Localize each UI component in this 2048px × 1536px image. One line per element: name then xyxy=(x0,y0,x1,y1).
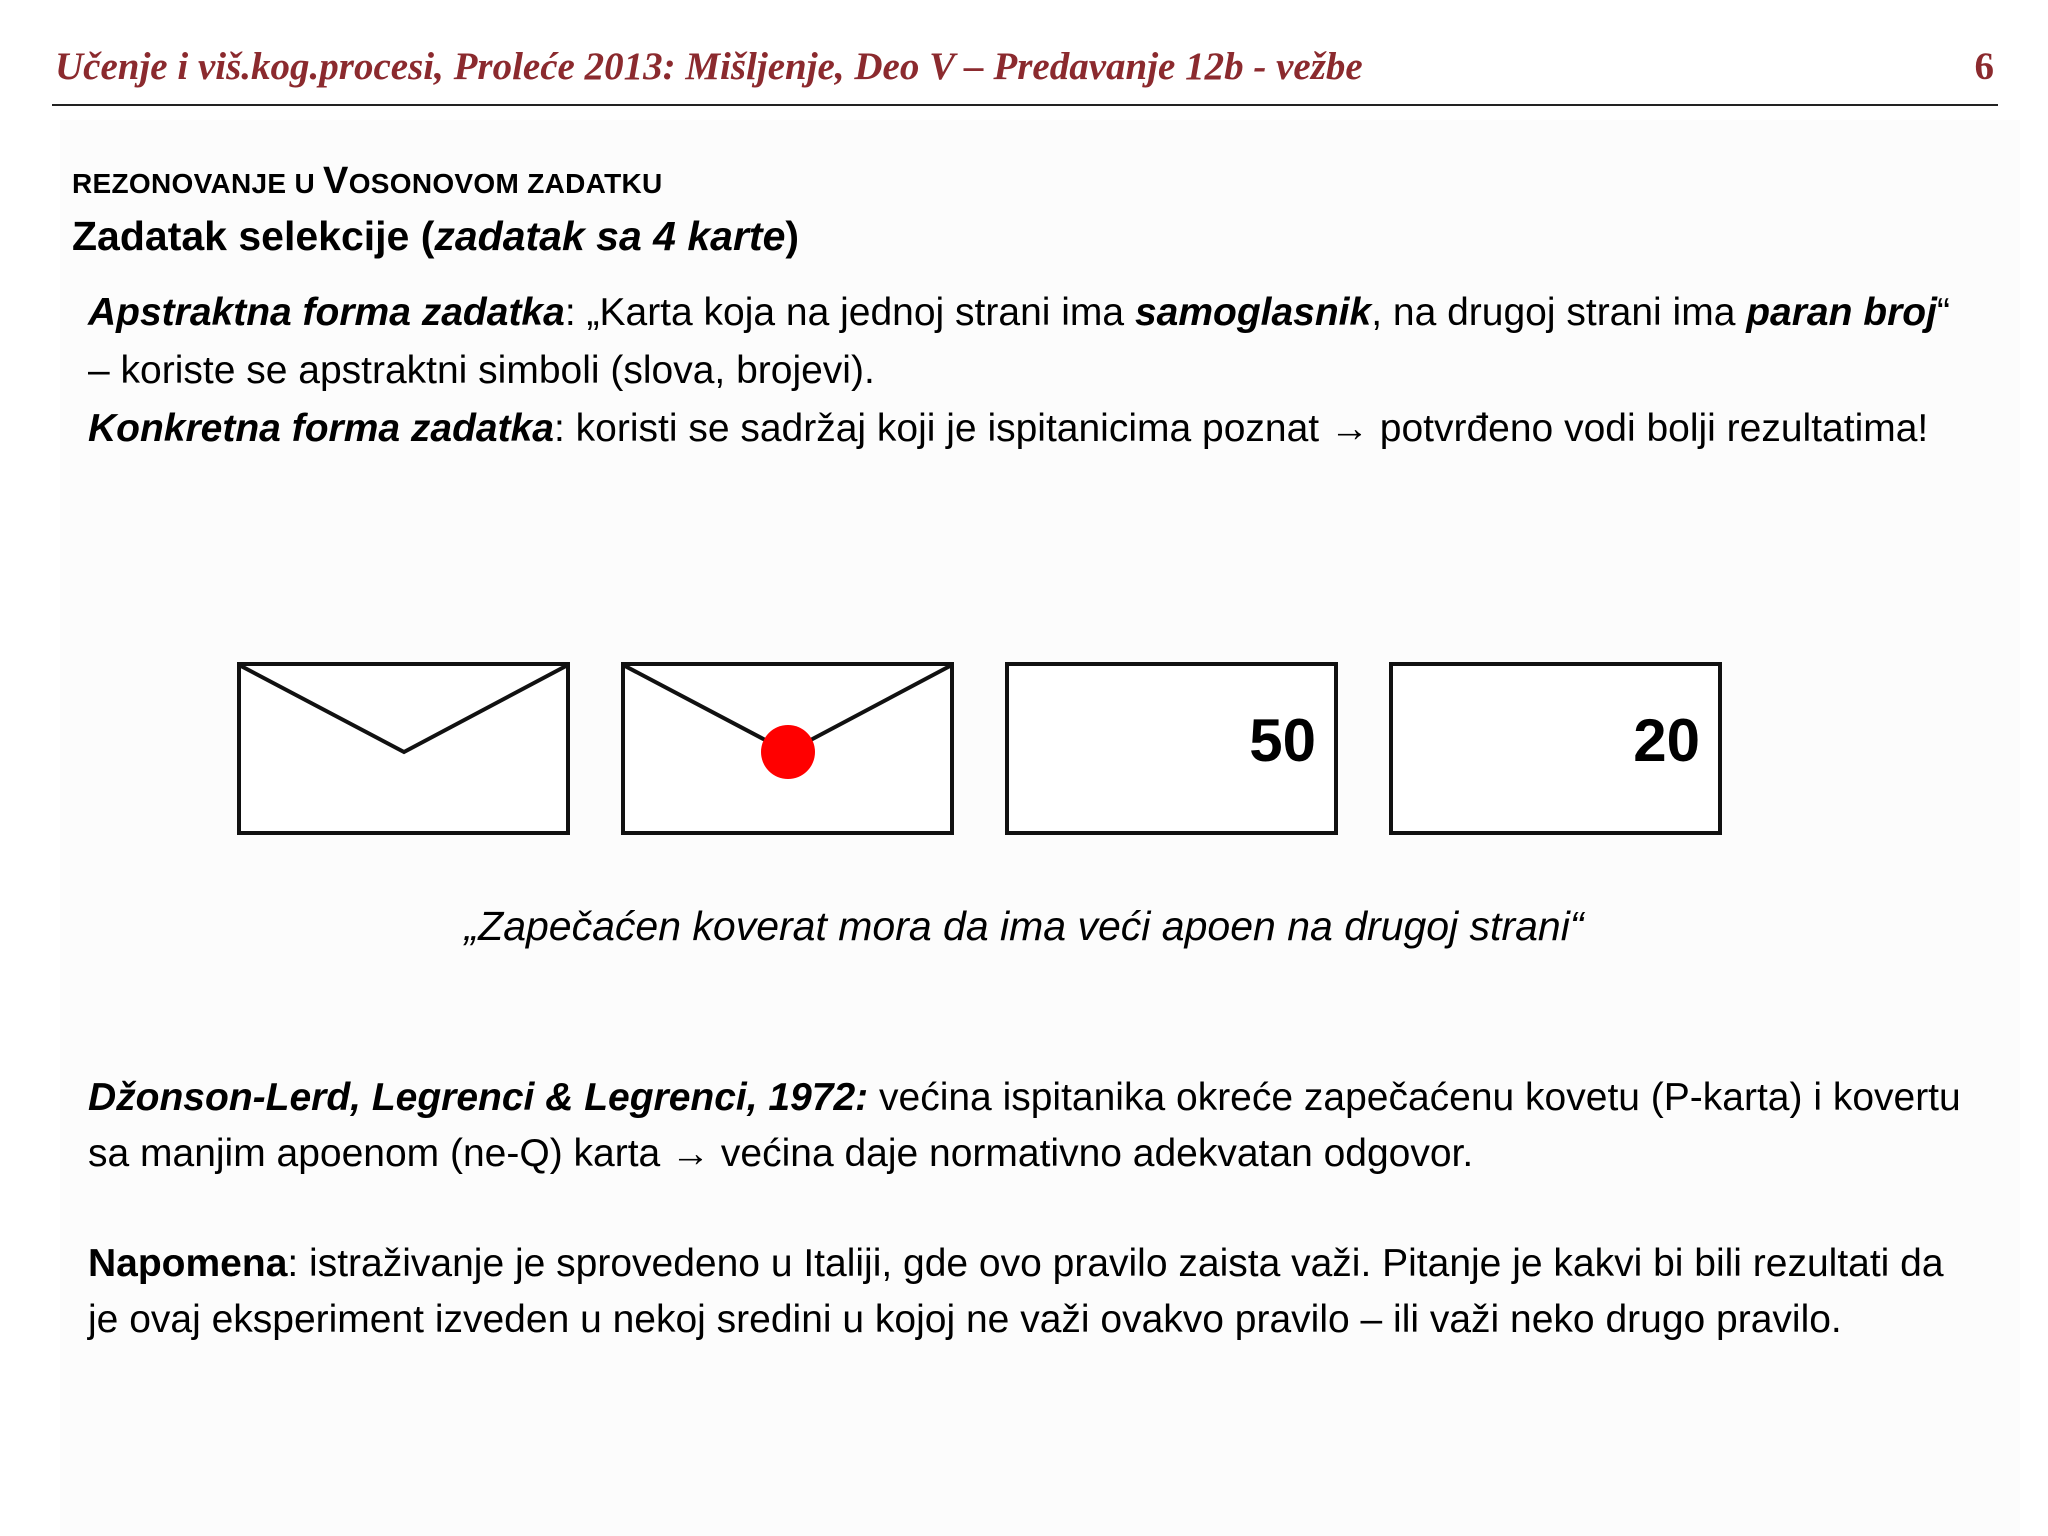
abstract-form-text-1: : „Karta koja na jednoj strani ima xyxy=(564,291,1135,334)
note-text: : istraživanje je sprovedeno u Italiji, gde ovo pravilo zaista važi. Pitanje je kakvi bi bili rezultati da je ovaj eksperiment izveden u nekoj sredini u kojoj ne važi ovakvo pravilo – ili važi neko drugo pravilo. xyxy=(88,1242,1944,1341)
subtitle-plain: Zadatak selekcije ( xyxy=(72,213,435,259)
concrete-form-label: Konkretna forma zadatka xyxy=(88,407,554,450)
card-value-label: 50 xyxy=(1249,707,1316,774)
abstract-form-label: Apstraktna forma zadatka xyxy=(88,291,565,334)
open-envelope-icon xyxy=(241,666,566,831)
page-number: 6 xyxy=(1974,45,1994,88)
card-value-20 xyxy=(1389,662,1722,835)
red-seal-icon xyxy=(761,725,815,779)
card-value-label: 20 xyxy=(1633,707,1700,774)
card-value-50 xyxy=(1005,662,1338,835)
card-open-envelope xyxy=(237,662,570,835)
note-paragraph xyxy=(88,1236,1968,1348)
section-heading-part2: OSONOVOM ZADATKU xyxy=(348,168,663,199)
subtitle-italic: zadatak sa 4 karte xyxy=(434,213,786,259)
intro-paragraph xyxy=(88,284,1968,458)
section-heading-big-letter: V xyxy=(323,160,349,202)
reference-label: Džonson-Lerd, Legrenci & Legrenci, 1972: xyxy=(88,1076,869,1119)
section-subtitle xyxy=(72,213,799,260)
section-heading-part1: REZONOVANJE U xyxy=(72,168,324,199)
abstract-form-bold-2: paran broj xyxy=(1746,291,1937,334)
note-label: Napomena xyxy=(88,1242,288,1285)
concrete-form-text: : koristi se sadržaj koji je ispitanicima poznat → potvrđeno vodi bolji rezultatima! xyxy=(553,407,1929,450)
card-sealed-envelope xyxy=(621,662,954,835)
abstract-form-bold-1: samoglasnik xyxy=(1134,291,1372,334)
section-heading xyxy=(72,160,663,203)
subtitle-end: ) xyxy=(785,213,800,259)
reference-text: većina ispitanika okreće zapečaćenu kovetu (P-karta) i kovertu sa manjim apoenom (ne-Q) karta → većina daje normativno adekvatan odgovor. xyxy=(88,1076,1961,1175)
abstract-form-text-3: “ – koriste se apstraktni simboli (slova, brojevi). xyxy=(88,291,1950,392)
reference-paragraph xyxy=(88,1070,1968,1182)
slide-header-title: Učenje i viš.kog.procesi, Proleće 2013: Mišljenje, Deo V – Predavanje 12b - vežbe xyxy=(55,45,1363,88)
abstract-form-text-2: , na drugoj strani ima xyxy=(1371,291,1747,334)
rule-quote: „Zapečaćen koverat mora da ima veći apoen na drugoj strani“ xyxy=(464,903,1584,949)
sealed-envelope-icon xyxy=(625,666,950,831)
header-divider xyxy=(52,104,1998,106)
